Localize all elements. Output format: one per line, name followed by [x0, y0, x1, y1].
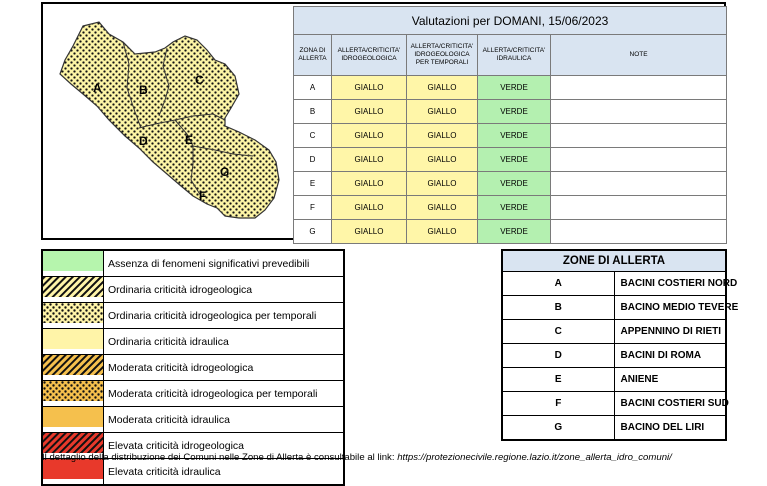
- table-row: [294, 196, 727, 220]
- zones-title: ZONE DI ALLERTA: [502, 250, 726, 272]
- header-note: NOTE: [551, 35, 727, 76]
- table-row: [294, 100, 727, 124]
- idraulica-cell: VERDE: [478, 220, 551, 244]
- footer-note: [42, 452, 762, 463]
- zone-row: [502, 416, 726, 441]
- swatch-orange-hatch: [42, 355, 104, 381]
- valutazioni-table: [293, 6, 727, 244]
- legend-label: Ordinaria criticità idrogeologica per temporali: [104, 303, 345, 329]
- idrogeologica-cell: GIALLO: [332, 124, 407, 148]
- note-cell: [551, 100, 727, 124]
- swatch-orange-dots: [42, 381, 104, 407]
- zone-cell: E: [294, 172, 332, 196]
- legend-label: Moderata criticità idraulica: [104, 407, 345, 433]
- legend-row: [42, 381, 344, 407]
- zone-letter: G: [502, 416, 614, 441]
- legend-label: Ordinaria criticità idrogeologica: [104, 277, 345, 303]
- zone-cell: D: [294, 148, 332, 172]
- zone-name: APPENNINO DI RIETI: [614, 320, 726, 344]
- map-label-g: G: [220, 165, 230, 179]
- zone-cell: G: [294, 220, 332, 244]
- idraulica-cell: VERDE: [478, 172, 551, 196]
- map-label-c: C: [195, 73, 204, 87]
- swatch-green: [42, 250, 104, 277]
- temporali-cell: GIALLO: [407, 220, 478, 244]
- note-cell: [551, 124, 727, 148]
- legend-label: Moderata criticità idrogeologica per temporali: [104, 381, 345, 407]
- map-label-d: D: [139, 134, 148, 148]
- zone-name: BACINO MEDIO TEVERE: [614, 296, 726, 320]
- table-row: [294, 124, 727, 148]
- swatch-orange: [42, 407, 104, 433]
- header-zona: ZONA DI ALLERTA: [294, 35, 332, 76]
- temporali-cell: GIALLO: [407, 124, 478, 148]
- zone-row: [502, 368, 726, 392]
- zone-letter: F: [502, 392, 614, 416]
- legend-row: [42, 277, 344, 303]
- idraulica-cell: VERDE: [478, 100, 551, 124]
- map-label-f: F: [199, 189, 207, 203]
- swatch-yellow-dots: [42, 303, 104, 329]
- idrogeologica-cell: GIALLO: [332, 220, 407, 244]
- zone-di-allerta-table: [501, 249, 739, 441]
- zone-cell: A: [294, 76, 332, 100]
- table-row: [294, 148, 727, 172]
- idraulica-cell: VERDE: [478, 124, 551, 148]
- idrogeologica-cell: GIALLO: [332, 172, 407, 196]
- zone-letter: D: [502, 344, 614, 368]
- header-temporali: ALLERTA/CRITICITA' IDROGEOLOGICA PER TEMPORALI: [407, 35, 478, 76]
- idraulica-cell: VERDE: [478, 148, 551, 172]
- valutazioni-panel: [41, 2, 726, 240]
- note-cell: [551, 220, 727, 244]
- footer-link[interactable]: https://protezionecivile.regione.lazio.it/zone_allerta_idro_comuni/: [397, 452, 672, 463]
- zone-cell: B: [294, 100, 332, 124]
- zone-row: [502, 392, 726, 416]
- idrogeologica-cell: GIALLO: [332, 100, 407, 124]
- valutazioni-title: Valutazioni per DOMANI, 15/06/2023: [294, 7, 727, 35]
- legend-label: Assenza di fenomeni significativi prevedibili: [104, 250, 345, 277]
- legend-label: Moderata criticità idrogeologica: [104, 355, 345, 381]
- table-row: [294, 76, 727, 100]
- note-cell: [551, 172, 727, 196]
- header-idrogeologica: ALLERTA/CRITICITA' IDROGEOLOGICA: [332, 35, 407, 76]
- zone-letter: C: [502, 320, 614, 344]
- note-cell: [551, 148, 727, 172]
- temporali-cell: GIALLO: [407, 148, 478, 172]
- zone-name: BACINO DEL LIRI: [614, 416, 726, 441]
- legend-table: [41, 249, 345, 486]
- idraulica-cell: VERDE: [478, 76, 551, 100]
- swatch-yellow: [42, 329, 104, 355]
- idrogeologica-cell: GIALLO: [332, 196, 407, 220]
- zone-name: ANIENE: [614, 368, 726, 392]
- zone-row: [502, 344, 726, 368]
- zone-cell: F: [294, 196, 332, 220]
- legend-label: Elevata criticità idraulica: [104, 459, 345, 486]
- header-idraulica: ALLERTA/CRITICITA' IDRAULICA: [478, 35, 551, 76]
- footer-text: Il dettaglio della distribuzione dei Comuni nelle Zone di Allerta è consultabile al link:: [42, 452, 398, 463]
- note-cell: [551, 196, 727, 220]
- legend-row: [42, 329, 344, 355]
- zone-name: BACINI COSTIERI NORD: [614, 272, 726, 296]
- zone-name: BACINI DI ROMA: [614, 344, 726, 368]
- legend-row: [42, 355, 344, 381]
- lazio-region-shape: [60, 22, 279, 218]
- table-row: [294, 172, 727, 196]
- zone-letter: A: [502, 272, 614, 296]
- map-label-a: A: [93, 81, 102, 95]
- legend-row: [42, 303, 344, 329]
- zone-row: [502, 296, 726, 320]
- table-row: [294, 220, 727, 244]
- legend-row: [42, 407, 344, 433]
- idrogeologica-cell: GIALLO: [332, 148, 407, 172]
- zone-letter: E: [502, 368, 614, 392]
- legend-label: Elevata criticità idrogeologica: [104, 433, 345, 459]
- temporali-cell: GIALLO: [407, 76, 478, 100]
- map-label-b: B: [139, 83, 148, 97]
- legend-row: [42, 250, 344, 277]
- zone-letter: B: [502, 296, 614, 320]
- zone-cell: C: [294, 124, 332, 148]
- idraulica-cell: VERDE: [478, 196, 551, 220]
- zone-row: [502, 272, 726, 296]
- lazio-zone-map: [43, 4, 291, 238]
- zone-row: [502, 320, 726, 344]
- legend-label: Ordinaria criticità idraulica: [104, 329, 345, 355]
- temporali-cell: GIALLO: [407, 172, 478, 196]
- temporali-cell: GIALLO: [407, 196, 478, 220]
- temporali-cell: GIALLO: [407, 100, 478, 124]
- note-cell: [551, 76, 727, 100]
- map-label-e: E: [185, 133, 194, 147]
- zone-name: BACINI COSTIERI SUD: [614, 392, 726, 416]
- idrogeologica-cell: GIALLO: [332, 76, 407, 100]
- swatch-yellow-hatch: [42, 277, 104, 303]
